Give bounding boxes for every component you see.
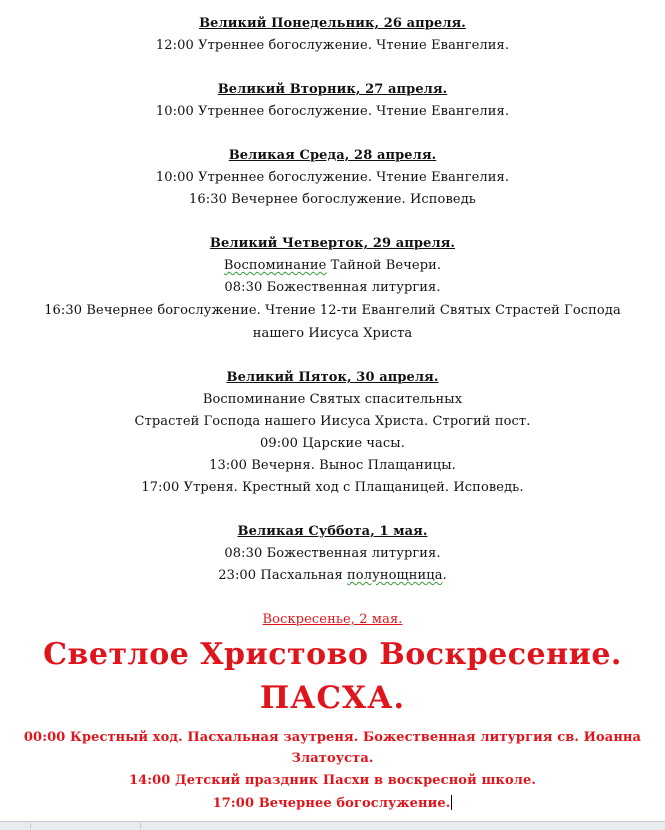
schedule-line: 09:00 Царские часы. — [260, 436, 405, 451]
schedule-line: Страстей Господа нашего Иисуса Христа. Строгий пост. — [134, 414, 531, 429]
spellcheck-word: полунощница — [347, 568, 443, 583]
day-heading-friday: Великий Пяток, 30 апреля. — [226, 370, 439, 385]
day-heading-tuesday: Великий Вторник, 27 апреля. — [217, 82, 448, 97]
schedule-line: 16:30 Вечернее богослужение. Исповедь — [189, 192, 476, 207]
remembrance-line — [0, 258, 665, 274]
schedule-line: 17:00 Утреня. Крестный ход с Плащаницей. Исповедь. — [141, 480, 524, 495]
schedule-line-midnight-office — [0, 568, 665, 584]
schedule-line: 13:00 Вечерня. Вынос Плащаницы. — [209, 458, 456, 473]
schedule-line: Воспоминание Святых спасительных — [202, 392, 463, 407]
sunday-schedule-line: 14:00 Детский праздник Пасхи в воскресной школе. — [128, 773, 537, 788]
schedule-text: . — [442, 568, 447, 583]
status-segment — [0, 823, 31, 829]
editor-bottom-bar — [0, 821, 665, 830]
text-cursor — [451, 795, 452, 810]
schedule-line: нашего Иисуса Христа — [252, 326, 413, 341]
schedule-line: 12:00 Утреннее богослужение. Чтение Евангелия. — [155, 38, 510, 53]
sunday-schedule-line: 00:00 Крестный ход. Пасхальная заутреня. Божественная литургия св. Иоанна — [23, 730, 642, 745]
schedule-text: 17:00 Вечернее богослужение. — [212, 796, 451, 811]
schedule-line: 08:30 Божественная литургия. — [224, 546, 441, 561]
schedule-line: 08:30 Божественная литургия. — [224, 280, 441, 295]
schedule-line: 16:30 Вечернее богослужение. Чтение 12-ти Евангелий Святых Страстей Господа — [44, 303, 621, 318]
status-segment — [110, 823, 141, 829]
schedule-text: 23:00 Пасхальная — [218, 568, 348, 583]
pascha-title: ПАСХА. — [259, 680, 406, 716]
feast-title: Светлое Христово Воскресение. — [43, 637, 622, 672]
sunday-schedule-line: Златоуста. — [291, 751, 374, 766]
day-heading-wednesday: Великая Среда, 28 апреля. — [228, 148, 437, 163]
day-heading-thursday: Великий Четверток, 29 апреля. — [209, 236, 456, 251]
sunday-schedule-line-last — [0, 795, 665, 812]
day-heading-saturday: Великая Суббота, 1 мая. — [237, 524, 428, 539]
schedule-line: 10:00 Утреннее богослужение. Чтение Евангелия. — [155, 170, 510, 185]
spellcheck-word: Воспоминание — [223, 258, 327, 273]
remembrance-text: Тайной Вечери. — [326, 258, 442, 273]
schedule-line: 10:00 Утреннее богослужение. Чтение Евангелия. — [155, 104, 510, 119]
day-heading-monday: Великий Понедельник, 26 апреля. — [199, 16, 466, 31]
sunday-heading: Воскресенье, 2 мая. — [262, 612, 403, 627]
